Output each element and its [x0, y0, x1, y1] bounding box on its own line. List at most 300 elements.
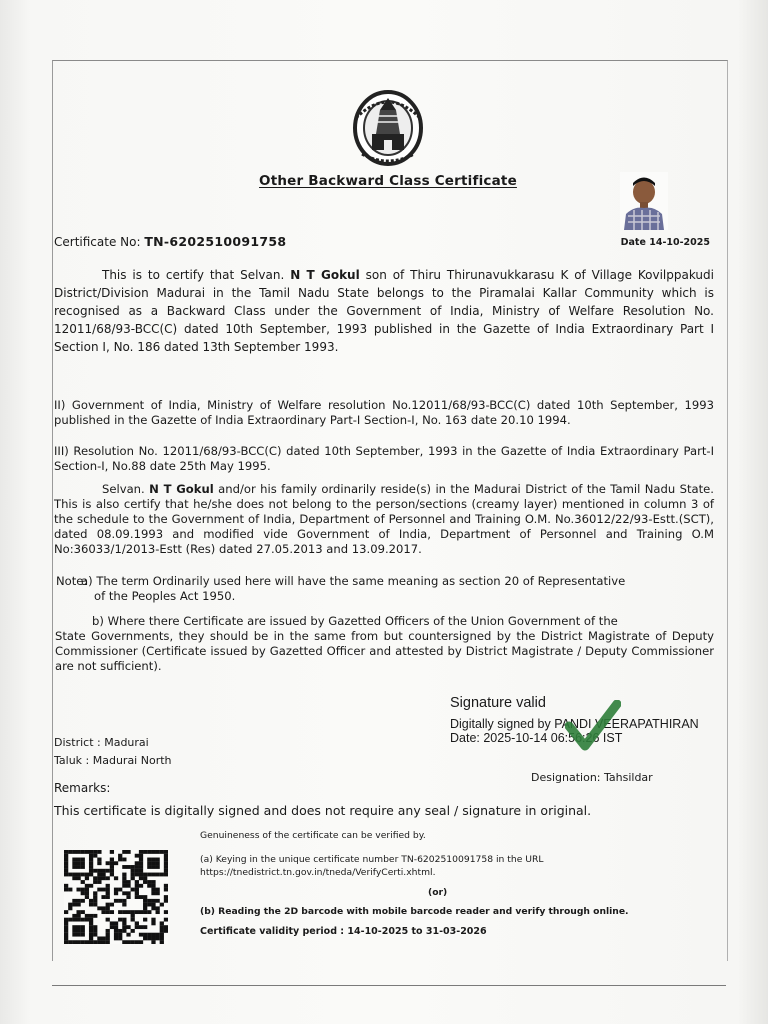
qr-module	[106, 929, 110, 933]
qr-module	[64, 861, 68, 865]
qr-module	[164, 861, 168, 865]
qr-module	[72, 899, 76, 903]
qr-module	[143, 918, 147, 922]
qr-module	[101, 906, 105, 910]
qr-module	[89, 903, 93, 907]
qr-module	[101, 869, 105, 873]
note-b: b) Where there Certificate are issued by Gazetted Officers of the Union Government of the State Governments, they should be in the same from but countersigned by the District Magistrate of Deputy Commissioner (Certificate issued by Gazetted Officer and attested by District Magistrate / Deputy Commissioner are not sufficient).	[55, 614, 714, 673]
qr-module	[114, 861, 118, 865]
qr-module	[76, 940, 80, 944]
qr-module	[114, 925, 118, 929]
qr-module	[126, 940, 130, 944]
qr-module	[76, 929, 80, 933]
qr-module	[143, 906, 147, 910]
certificate-title: Other Backward Class Certificate	[259, 173, 517, 189]
qr-module	[72, 876, 76, 880]
qr-module	[131, 888, 135, 892]
bottom-divider	[52, 985, 726, 986]
qr-module	[151, 899, 155, 903]
signature-date: Date: 2025-10-14 06:56:26 IST	[450, 731, 623, 745]
qr-module	[147, 899, 151, 903]
qr-module	[156, 933, 160, 937]
qr-module	[151, 888, 155, 892]
qr-module	[156, 873, 160, 877]
qr-module	[126, 933, 130, 937]
checkmark-icon	[565, 700, 621, 752]
qr-module	[81, 940, 85, 944]
qr-module	[156, 891, 160, 895]
qr-module	[85, 884, 89, 888]
qr-module	[135, 865, 139, 869]
qr-module	[101, 895, 105, 899]
qr-module	[114, 888, 118, 892]
qr-module	[151, 884, 155, 888]
qr-module	[110, 921, 114, 925]
qr-module	[139, 858, 143, 862]
validity-period: Certificate validity period : 14-10-2025 to 31-03-2026	[200, 926, 487, 937]
qr-module	[76, 933, 80, 937]
qr-module	[160, 929, 164, 933]
qr-module	[97, 850, 101, 854]
qr-module	[97, 876, 101, 880]
qr-module	[110, 858, 114, 862]
qr-module	[147, 884, 151, 888]
qr-module	[131, 910, 135, 914]
qr-module	[147, 933, 151, 937]
qr-module	[151, 861, 155, 865]
qr-module	[101, 873, 105, 877]
qr-module	[160, 873, 164, 877]
qr-module	[81, 873, 85, 877]
qr-module	[114, 921, 118, 925]
qr-module	[85, 891, 89, 895]
applicant-name-repeat: N T Gokul	[149, 482, 214, 496]
qr-module	[156, 899, 160, 903]
qr-module	[143, 910, 147, 914]
qr-module	[93, 914, 97, 918]
qr-module	[101, 888, 105, 892]
qr-module	[147, 903, 151, 907]
qr-module	[64, 854, 68, 858]
qr-module	[143, 925, 147, 929]
qr-module	[114, 899, 118, 903]
qr-module	[135, 861, 139, 865]
qr-module	[97, 861, 101, 865]
qr-module	[135, 869, 139, 873]
qr-module	[139, 876, 143, 880]
qr-module	[89, 933, 93, 937]
qr-module	[68, 940, 72, 944]
qr-module	[147, 858, 151, 862]
qr-module	[76, 876, 80, 880]
qr-module	[64, 850, 68, 854]
qr-module	[156, 850, 160, 854]
verification-or: (or)	[428, 887, 448, 898]
qr-module	[164, 858, 168, 862]
verification-heading: Genuineness of the certificate can be verified by.	[200, 830, 426, 841]
qr-module	[164, 865, 168, 869]
qr-module	[135, 910, 139, 914]
qr-module	[72, 850, 76, 854]
qr-module	[118, 910, 122, 914]
qr-module	[143, 933, 147, 937]
qr-module	[118, 858, 122, 862]
qr-module	[139, 933, 143, 937]
qr-module	[122, 884, 126, 888]
qr-module	[89, 884, 93, 888]
qr-module	[114, 933, 118, 937]
qr-module	[76, 910, 80, 914]
qr-module	[93, 880, 97, 884]
qr-module	[81, 929, 85, 933]
qr-module	[135, 895, 139, 899]
qr-module	[151, 858, 155, 862]
qr-module	[68, 906, 72, 910]
qr-module	[139, 869, 143, 873]
qr-module	[143, 850, 147, 854]
qr-module	[93, 899, 97, 903]
qr-module	[97, 936, 101, 940]
qr-module	[135, 925, 139, 929]
qr-module	[164, 918, 168, 922]
qr-module	[143, 903, 147, 907]
government-emblem	[342, 88, 434, 170]
qr-module	[122, 925, 126, 929]
district-label: District : Madurai	[54, 736, 149, 749]
qr-module	[139, 940, 143, 944]
qr-module	[118, 929, 122, 933]
qr-module	[101, 936, 105, 940]
qr-module	[143, 876, 147, 880]
qr-module	[64, 921, 68, 925]
qr-module	[106, 903, 110, 907]
qr-module	[114, 936, 118, 940]
qr-module	[89, 850, 93, 854]
qr-module	[151, 921, 155, 925]
qr-module	[64, 884, 68, 888]
qr-module	[97, 906, 101, 910]
qr-module	[122, 891, 126, 895]
qr-module	[135, 873, 139, 877]
qr-module	[101, 940, 105, 944]
qr-module	[85, 914, 89, 918]
qr-module	[122, 918, 126, 922]
qr-module	[110, 850, 114, 854]
qr-module	[101, 910, 105, 914]
qr-module	[156, 858, 160, 862]
qr-module	[110, 910, 114, 914]
qr-module	[126, 895, 130, 899]
qr-module	[131, 940, 135, 944]
qr-module	[122, 876, 126, 880]
qr-module	[68, 903, 72, 907]
qr-module	[64, 869, 68, 873]
qr-module	[72, 914, 76, 918]
qr-module	[64, 873, 68, 877]
qr-module	[164, 869, 168, 873]
qr-module	[110, 873, 114, 877]
qr-module	[122, 858, 126, 862]
applicant-name: N T Gokul	[290, 268, 360, 282]
qr-module	[151, 940, 155, 944]
qr-module	[131, 918, 135, 922]
qr-module	[64, 925, 68, 929]
qr-module	[126, 891, 130, 895]
qr-module	[76, 899, 80, 903]
qr-module	[93, 929, 97, 933]
qr-module	[147, 850, 151, 854]
qr-module	[106, 940, 110, 944]
qr-module	[164, 888, 168, 892]
qr-module	[139, 865, 143, 869]
qr-module	[81, 858, 85, 862]
qr-module	[147, 861, 151, 865]
qr-module	[122, 921, 126, 925]
qr-module	[97, 869, 101, 873]
qr-module	[147, 865, 151, 869]
qr-module	[85, 850, 89, 854]
qr-module	[85, 873, 89, 877]
qr-module	[164, 899, 168, 903]
qr-module	[106, 918, 110, 922]
qr-module	[122, 873, 126, 877]
certificate-number-label: Certificate No:	[54, 235, 141, 249]
qr-module	[89, 914, 93, 918]
qr-module	[164, 854, 168, 858]
qr-module	[101, 876, 105, 880]
qr-module	[93, 940, 97, 944]
qr-module	[93, 850, 97, 854]
qr-module	[156, 865, 160, 869]
qr-module	[139, 850, 143, 854]
qr-module	[147, 910, 151, 914]
qr-module	[97, 873, 101, 877]
qr-module	[64, 933, 68, 937]
qr-module	[147, 936, 151, 940]
qr-module	[122, 850, 126, 854]
qr-module	[93, 854, 97, 858]
qr-module	[143, 873, 147, 877]
qr-module	[122, 865, 126, 869]
qr-module	[106, 936, 110, 940]
qr-module	[64, 865, 68, 869]
qr-module	[89, 929, 93, 933]
qr-module	[110, 865, 114, 869]
qr-module	[126, 884, 130, 888]
qr-module	[139, 884, 143, 888]
qr-module	[151, 906, 155, 910]
qr-module	[64, 940, 68, 944]
qr-module	[76, 914, 80, 918]
qr-module	[76, 858, 80, 862]
qr-module	[72, 925, 76, 929]
qr-module	[110, 869, 114, 873]
qr-module	[72, 940, 76, 944]
qr-module	[72, 858, 76, 862]
qr-module	[93, 869, 97, 873]
qr-module	[164, 895, 168, 899]
qr-module	[151, 880, 155, 884]
qr-module	[76, 873, 80, 877]
qr-module	[81, 910, 85, 914]
qr-module	[76, 925, 80, 929]
digital-signature-note: This certificate is digitally signed and does not require any seal / signature in original.	[54, 803, 592, 818]
qr-module	[135, 884, 139, 888]
qr-module	[122, 903, 126, 907]
qr-module	[72, 873, 76, 877]
qr-module	[160, 936, 164, 940]
qr-module	[151, 903, 155, 907]
verification-option-b: (b) Reading the 2D barcode with mobile barcode reader and verify through online.	[200, 906, 629, 917]
issue-date: Date 14-10-2025	[620, 237, 710, 248]
qr-module	[160, 933, 164, 937]
qr-module	[143, 880, 147, 884]
qr-module	[118, 936, 122, 940]
qr-module	[64, 918, 68, 922]
qr-module	[64, 858, 68, 862]
verification-option-a: (a) Keying in the unique certificate number TN-6202510091758 in the URL https://tnedistrict.tn.gov.in/tneda/VerifyCerti.xhtml.	[200, 854, 544, 878]
qr-module	[106, 869, 110, 873]
qr-module	[106, 884, 110, 888]
qr-module	[143, 899, 147, 903]
qr-module	[139, 854, 143, 858]
qr-module	[93, 933, 97, 937]
qr-module	[131, 873, 135, 877]
certification-paragraph: This is to certify that Selvan. N T Gokul son of Thiru Thirunavukkarasu K of Village Kovilppakudi District/Division Madurai in the Tamil Nadu State belongs to the Piramalai Kallar Community which is recognised as a Backward Class under the Government of India, Ministry of Welfare Resolution No. 12011/68/93-BCC(C) dated 10th September, 1993 published in the Gazette of India Extraordinary Part I Section I, No. 186 dated 13th September 1993.	[54, 268, 714, 354]
qr-module	[64, 888, 68, 892]
qr-module	[135, 940, 139, 944]
qr-module	[81, 865, 85, 869]
qr-module	[64, 929, 68, 933]
qr-module	[76, 861, 80, 865]
qr-module	[93, 876, 97, 880]
qr-module	[89, 869, 93, 873]
qr-module	[131, 929, 135, 933]
qr-module	[160, 903, 164, 907]
qr-module	[81, 899, 85, 903]
qr-module	[81, 861, 85, 865]
qr-module	[122, 899, 126, 903]
qr-module	[97, 880, 101, 884]
qr-module	[76, 903, 80, 907]
qr-module	[89, 858, 93, 862]
qr-module	[89, 936, 93, 940]
qr-module	[118, 899, 122, 903]
qr-module	[131, 865, 135, 869]
qr-module	[151, 850, 155, 854]
qr-module	[151, 873, 155, 877]
qr-module	[89, 865, 93, 869]
qr-module	[164, 910, 168, 914]
qr-module	[139, 925, 143, 929]
qr-module	[131, 914, 135, 918]
qr-module	[68, 873, 72, 877]
qr-module	[64, 936, 68, 940]
qr-module	[151, 936, 155, 940]
qr-module	[106, 891, 110, 895]
qr-module	[81, 918, 85, 922]
qr-module	[151, 918, 155, 922]
qr-module	[97, 858, 101, 862]
qr-module	[139, 861, 143, 865]
qr-module	[122, 929, 126, 933]
qr-module	[122, 880, 126, 884]
qr-module	[122, 910, 126, 914]
qr-module	[114, 891, 118, 895]
qr-module	[135, 888, 139, 892]
qr-module	[89, 873, 93, 877]
qr-module	[118, 933, 122, 937]
qr-module	[81, 891, 85, 895]
resolution-paragraph-2: II) Government of India, Ministry of Welfare resolution No.12011/68/93-BCC(C) dated 10th September, 1993 published in the Gazette of India Extraordinary Part-I Section-I, No. 163 date 20.10 1994.	[54, 398, 714, 427]
qr-module	[106, 861, 110, 865]
qr-module	[118, 918, 122, 922]
qr-module	[135, 854, 139, 858]
qr-module	[72, 861, 76, 865]
remarks-label: Remarks:	[54, 781, 111, 795]
qr-module	[93, 925, 97, 929]
qr-module	[72, 903, 76, 907]
qr-module	[160, 925, 164, 929]
qr-module	[114, 876, 118, 880]
signed-by: Digitally signed by PANDI VEERAPATHIRAN	[450, 717, 699, 731]
qr-module	[164, 884, 168, 888]
designation: Designation: Tahsildar	[531, 771, 653, 784]
qr-module	[81, 850, 85, 854]
qr-module	[89, 918, 93, 922]
note-a: Note: a) The term Ordinarily used here will have the same meaning as section 20 of Representative of the Peoples Act 1950.	[56, 574, 626, 603]
qr-code	[64, 850, 168, 944]
qr-module	[156, 888, 160, 892]
qr-module	[64, 910, 68, 914]
qr-module	[143, 895, 147, 899]
qr-module	[135, 921, 139, 925]
qr-module	[131, 869, 135, 873]
qr-module	[139, 873, 143, 877]
qr-module	[126, 880, 130, 884]
signature-status: Signature valid	[450, 695, 546, 711]
qr-module	[76, 888, 80, 892]
qr-module	[160, 850, 164, 854]
qr-module	[118, 854, 122, 858]
qr-module	[156, 861, 160, 865]
qr-module	[126, 910, 130, 914]
qr-module	[89, 861, 93, 865]
qr-module	[76, 865, 80, 869]
qr-module	[151, 891, 155, 895]
qr-module	[85, 918, 89, 922]
qr-module	[106, 895, 110, 899]
note-label: Note:	[56, 574, 88, 588]
qr-module	[122, 940, 126, 944]
qr-module	[110, 925, 114, 929]
qr-module	[160, 921, 164, 925]
certificate-number: TN-6202510091758	[144, 234, 287, 249]
qr-module	[89, 940, 93, 944]
qr-module	[110, 861, 114, 865]
taluk-label: Taluk : Madurai North	[54, 754, 172, 767]
qr-module	[76, 850, 80, 854]
qr-module	[164, 873, 168, 877]
qr-module	[126, 850, 130, 854]
qr-module	[72, 865, 76, 869]
qr-module	[135, 891, 139, 895]
location-block	[54, 734, 172, 770]
qr-module	[106, 888, 110, 892]
qr-module	[81, 888, 85, 892]
qr-module	[106, 933, 110, 937]
qr-module	[151, 865, 155, 869]
